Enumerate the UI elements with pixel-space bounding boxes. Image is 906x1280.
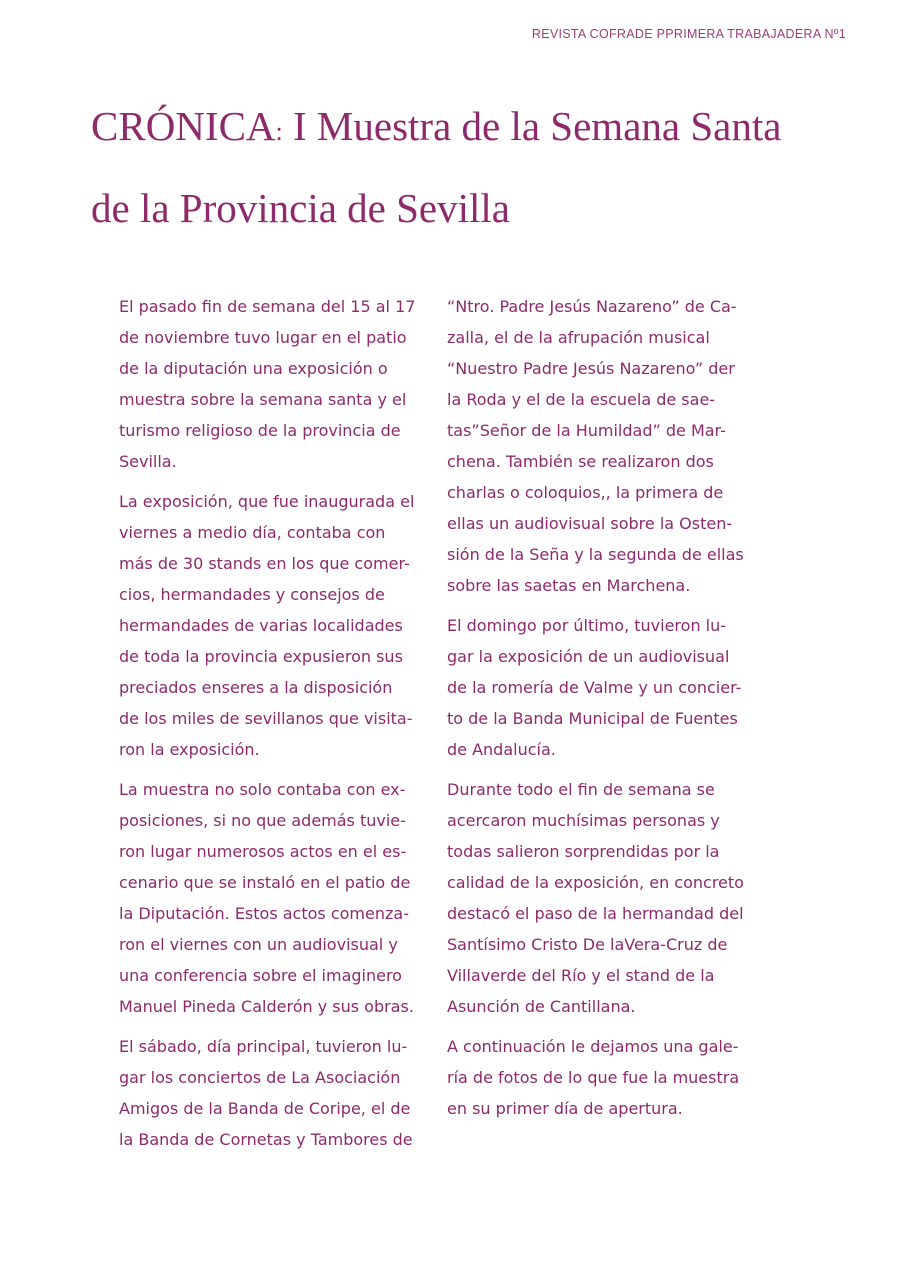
text-line: hermandades de varias localidades: [119, 616, 403, 635]
right-column: [447, 291, 769, 1133]
text-line: preciados enseres a la disposición: [119, 678, 393, 697]
text-line: ellas un audiovisual sobre la Osten-: [447, 514, 733, 533]
text-line: gar la exposición de un audiovisual: [447, 647, 730, 666]
text-line: de la romería de Valme y un concier-: [447, 678, 742, 697]
text-line: tas”Señor de la Humildad” de Mar-: [447, 421, 726, 440]
text-line: posiciones, si no que además tuvie-: [119, 811, 406, 830]
text-line: El pasado fin de semana del 15 al 17: [119, 297, 416, 316]
text-line: Villaverde del Río y el stand de la: [447, 966, 715, 985]
text-line: sobre las saetas en Marchena.: [447, 576, 691, 595]
text-line: de los miles de sevillanos que visita-: [119, 709, 413, 728]
text-line: “Ntro. Padre Jesús Nazareno” de Ca-: [447, 297, 737, 316]
text-line: destacó el paso de la hermandad del: [447, 904, 744, 923]
text-line: la Roda y el de la escuela de sae-: [447, 390, 716, 409]
paragraph: [119, 774, 441, 1022]
text-line: to de la Banda Municipal de Fuentes: [447, 709, 738, 728]
paragraph: [447, 1031, 769, 1124]
text-line: ron lugar numerosos actos en el es-: [119, 842, 407, 861]
text-line: en su primer día de apertura.: [447, 1099, 683, 1118]
text-line: Amigos de la Banda de Coripe, el de: [119, 1099, 411, 1118]
title-main: I Muestra de la Semana Santa: [282, 103, 782, 149]
text-line: la Diputación. Estos actos comenza-: [119, 904, 409, 923]
text-line: ron la exposición.: [119, 740, 260, 759]
text-line: chena. También se realizaron dos: [447, 452, 714, 471]
text-line: todas salieron sorprendidas por la: [447, 842, 720, 861]
text-line: Durante todo el fin de semana se: [447, 780, 715, 799]
text-line: sión de la Seña y la segunda de ellas: [447, 545, 744, 564]
text-line: “Nuestro Padre Jesús Nazareno” der: [447, 359, 735, 378]
text-line: viernes a medio día, contaba con: [119, 523, 386, 542]
paragraph: [119, 291, 441, 477]
text-line: ron el viernes con un audiovisual y: [119, 935, 398, 954]
running-header: REVISTA COFRADE PPRIMERA TRABAJADERA Nº1: [531, 27, 846, 41]
text-line: de Andalucía.: [447, 740, 556, 759]
text-line: de la diputación una exposición o: [119, 359, 388, 378]
article-title: [91, 88, 851, 247]
text-line: Santísimo Cristo De laVera-Cruz de: [447, 935, 728, 954]
text-line: gar los conciertos de La Asociación: [119, 1068, 401, 1087]
text-line: más de 30 stands en los que comer-: [119, 554, 410, 573]
text-line: muestra sobre la semana santa y el: [119, 390, 407, 409]
text-line: de toda la provincia expusieron sus: [119, 647, 403, 666]
paragraph: [119, 1031, 441, 1155]
text-line: El domingo por último, tuvieron lu-: [447, 616, 727, 635]
title-separator: :: [275, 117, 283, 146]
text-line: una conferencia sobre el imaginero: [119, 966, 402, 985]
text-line: la Banda de Cornetas y Tambores de: [119, 1130, 413, 1149]
text-line: La exposición, que fue inaugurada el: [119, 492, 415, 511]
text-line: cenario que se instaló en el patio de: [119, 873, 411, 892]
text-line: Sevilla.: [119, 452, 177, 471]
text-line: calidad de la exposición, en concreto: [447, 873, 744, 892]
text-line: charlas o coloquios,, la primera de: [447, 483, 724, 502]
title-label: CRÓNICA: [91, 103, 276, 149]
paragraph: [119, 486, 441, 765]
left-column: [119, 291, 441, 1164]
paragraph: [447, 291, 769, 601]
text-line: Asunción de Cantillana.: [447, 997, 636, 1016]
text-line: acercaron muchísimas personas y: [447, 811, 720, 830]
text-line: cios, hermandades y consejos de: [119, 585, 385, 604]
text-line: Manuel Pineda Calderón y sus obras.: [119, 997, 414, 1016]
text-line: de noviembre tuvo lugar en el patio: [119, 328, 407, 347]
text-line: turismo religioso de la provincia de: [119, 421, 401, 440]
paragraph: [447, 774, 769, 1022]
paragraph: [447, 610, 769, 765]
text-line: A continuación le dejamos una gale-: [447, 1037, 739, 1056]
text-line: zalla, el de la afrupación musical: [447, 328, 710, 347]
text-line: El sábado, día principal, tuvieron lu-: [119, 1037, 408, 1056]
title-line-2: de la Provincia de Sevilla: [91, 185, 510, 231]
text-line: ría de fotos de lo que fue la muestra: [447, 1068, 740, 1087]
text-line: La muestra no solo contaba con ex-: [119, 780, 406, 799]
